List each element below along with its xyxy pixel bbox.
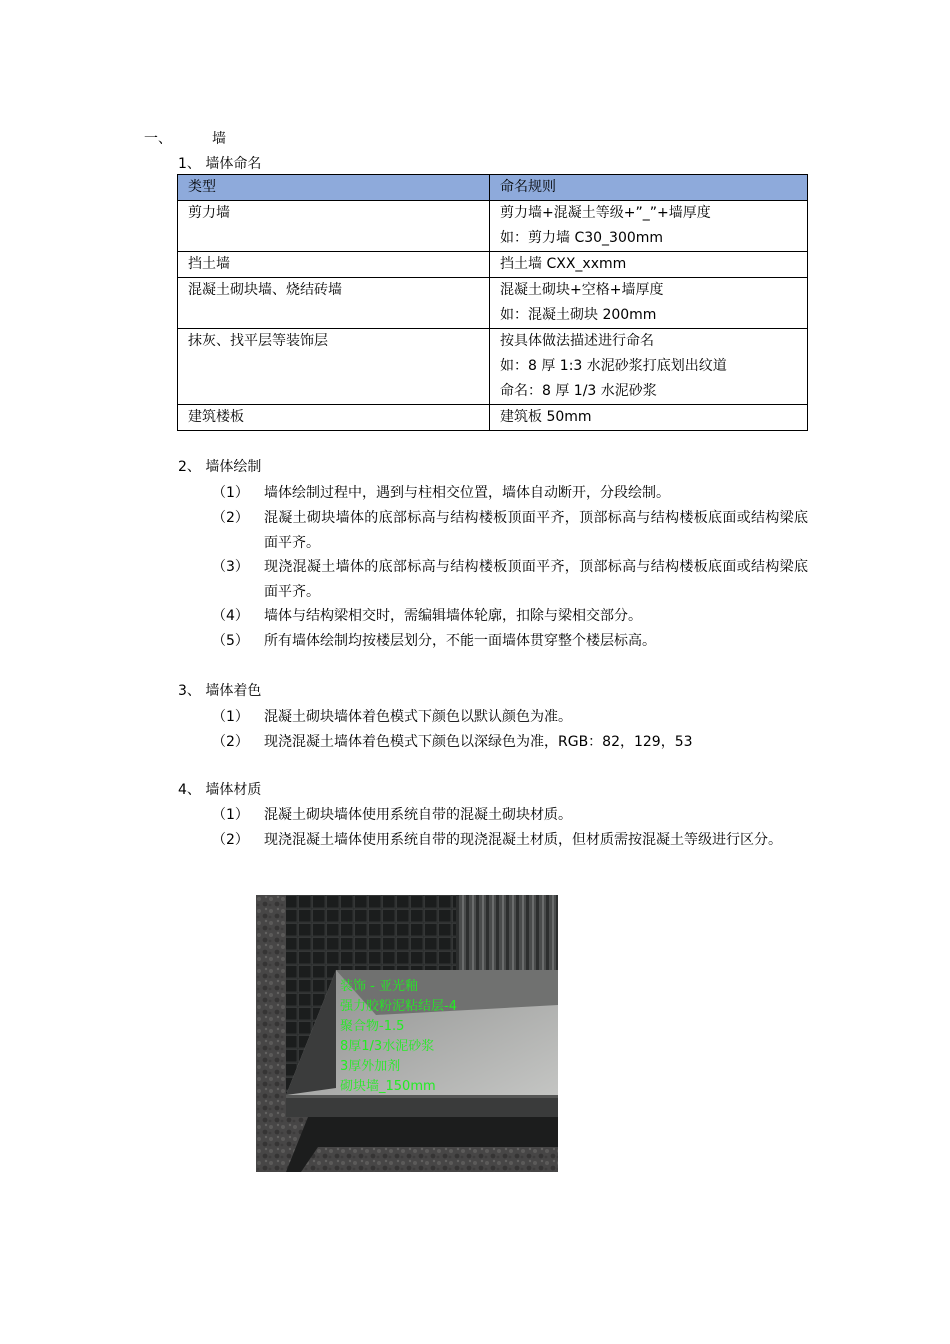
list-item [212, 604, 808, 629]
layer-label: 聚合物-1.5 [340, 1019, 405, 1034]
list-item [212, 629, 808, 654]
layer-label: 8厚1/3水泥砂浆 [340, 1039, 435, 1054]
rule-line: 命名：8 厚 1/3 水泥砂浆 [500, 383, 657, 399]
item-number: （1） [212, 807, 249, 823]
rule-line: 挡土墙 CXX_xxmm [500, 256, 627, 272]
header-type: 类型 [178, 175, 490, 201]
rule-line: 剪力墙+混凝土等级+”_”+墙厚度 [500, 205, 711, 221]
rule-line: 混凝土砌块+空格+墙厚度 [500, 282, 664, 298]
layer-label: 强力胶粉泥粘结层-4 [340, 999, 457, 1014]
layer-label: 砌块墙_150mm [340, 1079, 436, 1094]
naming-rules-table [177, 174, 808, 431]
table-row [178, 278, 808, 329]
layer-label: 装饰 - 亚光釉 [340, 979, 418, 994]
list-item [212, 828, 808, 853]
item-text: 墙体绘制过程中，遇到与柱相交位置，墙体自动断开，分段绘制。 [264, 485, 670, 501]
cell-type: 混凝土砌块墙、烧结砖墙 [178, 278, 490, 329]
rule-line: 如：剪力墙 C30_300mm [500, 230, 664, 246]
rule-line: 建筑板 50mm [500, 409, 592, 425]
item-text: 混凝土砌块墙体的底部标高与结构楼板顶面平齐，顶部标高与结构楼板底面或结构梁底面平齐。 [264, 510, 808, 551]
item-text: 所有墙体绘制均按楼层划分，不能一面墙体贯穿整个楼层标高。 [264, 633, 656, 649]
item-number: （1） [212, 709, 249, 725]
list-item [212, 803, 808, 828]
item-number: （1） [212, 485, 249, 501]
item-number: （4） [212, 608, 249, 624]
item-number: （2） [212, 510, 249, 526]
table-row [178, 405, 808, 431]
section2-title: 2、 墙体绘制 [178, 459, 262, 475]
item-number: （5） [212, 633, 249, 649]
list-item [212, 705, 808, 730]
heading-number: 一、 [144, 131, 172, 147]
item-number: （3） [212, 559, 249, 575]
section4-title: 4、 墙体材质 [178, 782, 262, 798]
table-header-row [178, 175, 808, 201]
curtain [456, 895, 558, 977]
header-rule: 命名规则 [490, 175, 808, 201]
item-text: 现浇混凝土墙体使用系统自带的现浇混凝土材质，但材质需按混凝土等级进行区分。 [264, 832, 782, 848]
cell-rule [490, 252, 808, 278]
item-text: 墙体与结构梁相交时，需编辑墙体轮廓，扣除与梁相交部分。 [264, 608, 642, 624]
slab-edge [286, 1095, 558, 1117]
cell-type: 挡土墙 [178, 252, 490, 278]
heading-title: 墙 [212, 131, 226, 147]
rule-line: 按具体做法描述进行命名 [500, 333, 654, 349]
cell-rule [490, 201, 808, 252]
rule-line: 如：混凝土砌块 200mm [500, 307, 657, 323]
layer-label: 3厚外加剂 [340, 1059, 401, 1074]
item-text: 混凝土砌块墙体着色模式下颜色以默认颜色为准。 [264, 709, 572, 725]
cell-rule [490, 329, 808, 405]
list-item [212, 481, 808, 506]
rule-line: 如：8 厚 1:3 水泥砂浆打底划出纹道 [500, 358, 727, 374]
cell-rule [490, 405, 808, 431]
item-number: （2） [212, 832, 249, 848]
cell-type: 抹灰、找平层等装饰层 [178, 329, 490, 405]
table-row [178, 201, 808, 252]
list-item [212, 730, 808, 755]
list-item [212, 506, 808, 555]
section3-title: 3、 墙体着色 [178, 683, 262, 699]
item-text: 现浇混凝土墙体着色模式下颜色以深绿色为准，RGB：82，129，53 [264, 734, 693, 750]
section-heading [144, 128, 226, 148]
item-text: 混凝土砌块墙体使用系统自带的混凝土砌块材质。 [264, 807, 572, 823]
cell-type: 剪力墙 [178, 201, 490, 252]
section1-title: 1、 墙体命名 [178, 156, 262, 172]
table-row [178, 329, 808, 405]
table-row [178, 252, 808, 278]
list-item [212, 555, 808, 604]
cell-type: 建筑楼板 [178, 405, 490, 431]
item-text: 现浇混凝土墙体的底部标高与结构楼板顶面平齐，顶部标高与结构楼板底面或结构梁底面平齐。 [264, 559, 808, 600]
wall-material-render [256, 895, 558, 1172]
item-number: （2） [212, 734, 249, 750]
cell-rule [490, 278, 808, 329]
